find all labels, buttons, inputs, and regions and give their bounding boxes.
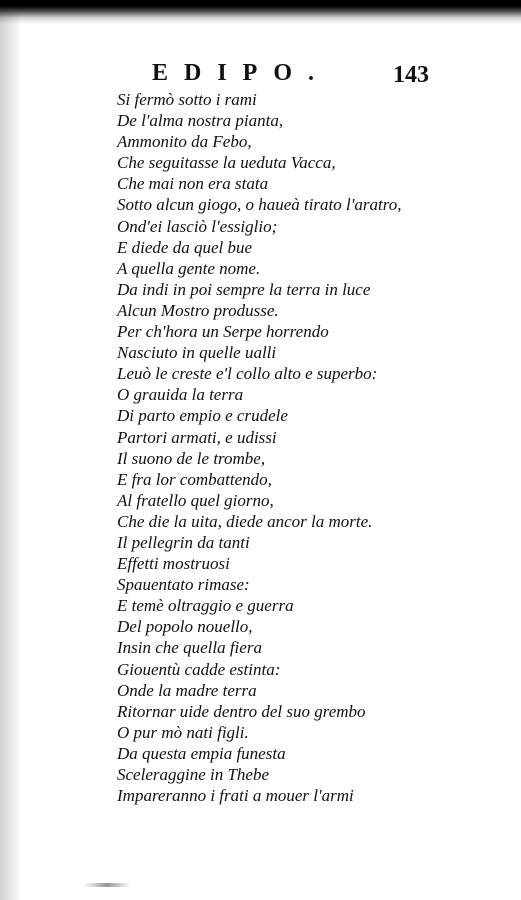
verse-line: Spauentato rimase:	[117, 575, 250, 595]
verse-line: Del popolo nouello,	[117, 617, 253, 637]
verse-line: O pur mò nati figli.	[117, 722, 249, 742]
verse-line: Nasciuto in quelle ualli	[117, 343, 277, 363]
verse-line: Da indi in poi sempre la terra in luce	[117, 279, 371, 299]
verse-line: Che seguitasse la ueduta Vacca,	[117, 153, 336, 173]
verse-line: E diede da quel bue	[117, 237, 253, 257]
verse-line: Partori armati, e udissi	[117, 427, 277, 447]
verse-line: Di parto empio e crudele	[117, 406, 288, 426]
verse-line: Al fratello quel giorno,	[117, 490, 274, 510]
verse-line: Ond'ei lasciò l'essiglio;	[117, 216, 278, 236]
verse-line: Giouentù cadde estinta:	[117, 659, 281, 679]
verse-line: A quella gente nome.	[117, 258, 261, 278]
verse-line: Da questa empia funesta	[117, 743, 286, 763]
running-title: EDIPO.	[152, 60, 331, 86]
verse-line: Alcun Mostro produsse.	[117, 300, 279, 320]
verse-line: Ritornar uide dentro del suo grembo	[117, 701, 366, 721]
verse-block	[117, 89, 407, 806]
verse-line: Per ch'hora un Serpe horrendo	[117, 322, 329, 342]
verse-line: Sceleraggine in Thebe	[117, 765, 270, 784]
verse-line: De l'alma nostra pianta,	[117, 111, 284, 131]
verse-line: Effetti mostruosi	[117, 554, 230, 574]
verse-line: Il suono de le trombe,	[117, 448, 266, 468]
verse-line: Leuò le creste e'l collo alto e superbo:	[117, 364, 378, 384]
verse-line: Insin che quella fiera	[117, 638, 262, 658]
verse-line: Onde la madre terra	[117, 680, 257, 700]
verse-line: E fra lor combattendo,	[117, 469, 272, 489]
verse-line: Il pellegrin da tanti	[117, 532, 250, 552]
page-header	[0, 58, 521, 92]
page-top-edge-shadow	[0, 0, 521, 24]
verse-line: Che mai non era stata	[117, 174, 269, 194]
verse-line: Sotto alcun giogo, o haueà tirato l'aratro,	[117, 195, 402, 215]
page-number: 143	[393, 62, 429, 88]
verse-line: Che die la uita, diede ancor la morte.	[117, 511, 373, 531]
verse-line: Impareranno i frati a mouer l'armi	[117, 786, 354, 806]
ink-smudge	[84, 883, 130, 887]
verse-line: Ammonito da Febo,	[117, 132, 252, 152]
verse-line: E temè oltraggio e guerra	[117, 596, 294, 616]
verse-line: Si fermò sotto i rami	[117, 90, 257, 109]
verse-line: O grauida la terra	[117, 385, 244, 405]
book-spine-shadow	[0, 0, 22, 900]
